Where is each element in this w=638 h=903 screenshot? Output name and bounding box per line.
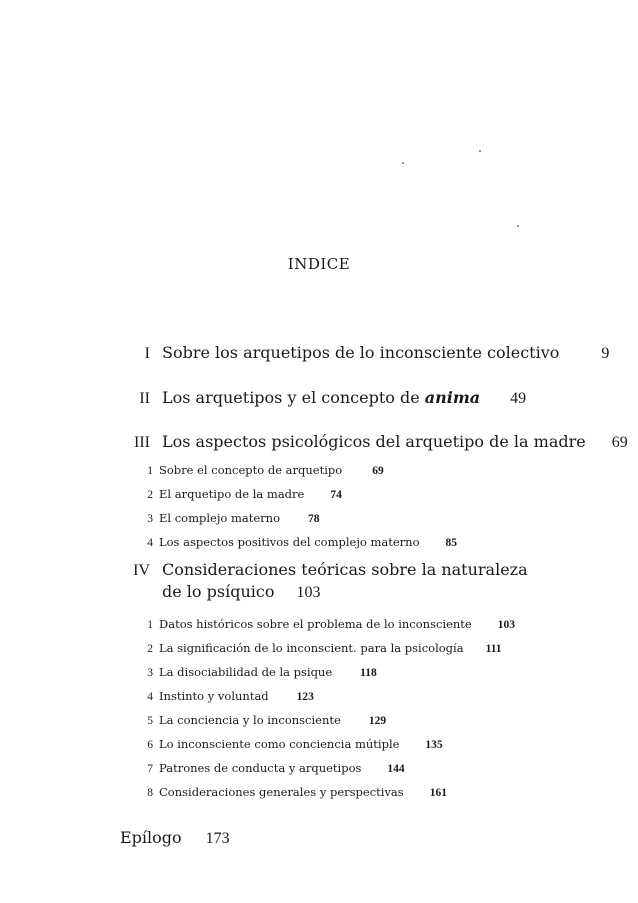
section-page: 69 [372, 465, 384, 477]
chapter-entry [120, 388, 526, 408]
chapter-number: IV [133, 562, 150, 579]
chapter-number: II [139, 390, 150, 407]
section-title: Lo inconsciente como conciencia mútiple [159, 737, 400, 751]
section-entry [145, 689, 314, 703]
chapter-page: 103 [296, 584, 321, 601]
section-entry [145, 511, 320, 525]
epilogue-entry [120, 828, 230, 848]
chapter-entry [120, 560, 528, 580]
section-title: El arquetipo de la madre [159, 487, 305, 501]
section-page: 103 [497, 619, 515, 631]
section-entry [145, 761, 405, 775]
section-page: 74 [330, 489, 342, 501]
section-title: La significación de lo inconscient. para la psicología [159, 641, 464, 655]
section-page: 118 [360, 667, 377, 679]
chapter-entry-continued [162, 582, 320, 602]
section-page: 123 [296, 691, 314, 703]
chapter-title: Consideraciones teóricas sobre la naturaleza [162, 560, 528, 579]
section-entry [145, 641, 502, 655]
section-number: 1 [147, 619, 153, 631]
index-title: INDICE [287, 255, 351, 273]
chapter-entry [120, 432, 628, 452]
section-entry [145, 737, 443, 751]
scan-speck [479, 150, 481, 152]
section-entry [145, 487, 342, 501]
section-entry [145, 785, 447, 799]
section-number: 2 [147, 643, 153, 655]
epilogue-page: 173 [205, 830, 230, 847]
section-number: 8 [147, 787, 153, 799]
section-number: 6 [147, 739, 153, 751]
section-number: 3 [147, 667, 153, 679]
section-title: Consideraciones generales y perspectivas [159, 785, 404, 799]
chapter-title: de lo psíquico [162, 582, 275, 601]
epilogue-title: Epílogo [120, 828, 182, 847]
section-page: 161 [429, 787, 447, 799]
section-title: Datos históricos sobre el problema de lo inconsciente [159, 617, 472, 631]
section-page: 144 [387, 763, 405, 775]
chapter-title: Los aspectos psicológicos del arquetipo de la madre [162, 432, 586, 451]
section-number: 5 [147, 715, 153, 727]
section-entry [145, 463, 384, 477]
section-title: La disociabilidad de la psique [159, 665, 333, 679]
section-page: 111 [485, 643, 502, 655]
scan-speck [517, 225, 519, 227]
section-page: 135 [425, 739, 443, 751]
section-page: 129 [368, 715, 387, 727]
chapter-title: Los arquetipos y el concepto de [162, 388, 425, 407]
section-number: 4 [147, 537, 153, 549]
section-entry [145, 665, 377, 679]
chapter-title: Sobre los arquetipos de lo inconsciente colectivo [162, 343, 560, 362]
section-page: 85 [445, 537, 458, 549]
chapter-entry [120, 343, 609, 363]
section-title: La conciencia y lo inconsciente [159, 713, 341, 727]
chapter-page: 69 [611, 434, 628, 451]
section-entry [145, 713, 386, 727]
chapter-number: I [144, 345, 150, 362]
section-number: 4 [147, 691, 153, 703]
section-page: 78 [308, 513, 320, 525]
chapter-title-emphasis: anima [424, 388, 481, 407]
section-number: 1 [147, 465, 153, 477]
section-entry [145, 535, 457, 549]
section-title: Instinto y voluntad [159, 689, 269, 703]
section-number: 3 [147, 513, 153, 525]
section-entry [145, 617, 515, 631]
section-title: El complejo materno [159, 511, 281, 525]
section-number: 7 [147, 763, 153, 775]
scan-speck [402, 162, 404, 164]
section-title: Sobre el concepto de arquetipo [159, 463, 343, 477]
chapter-number: III [134, 434, 150, 451]
chapter-page: 49 [510, 390, 527, 407]
section-title: Los aspectos positivos del complejo materno [159, 535, 420, 549]
chapter-page: 9 [601, 345, 610, 362]
section-number: 2 [147, 489, 153, 501]
section-title: Patrones de conducta y arquetipos [159, 761, 362, 775]
